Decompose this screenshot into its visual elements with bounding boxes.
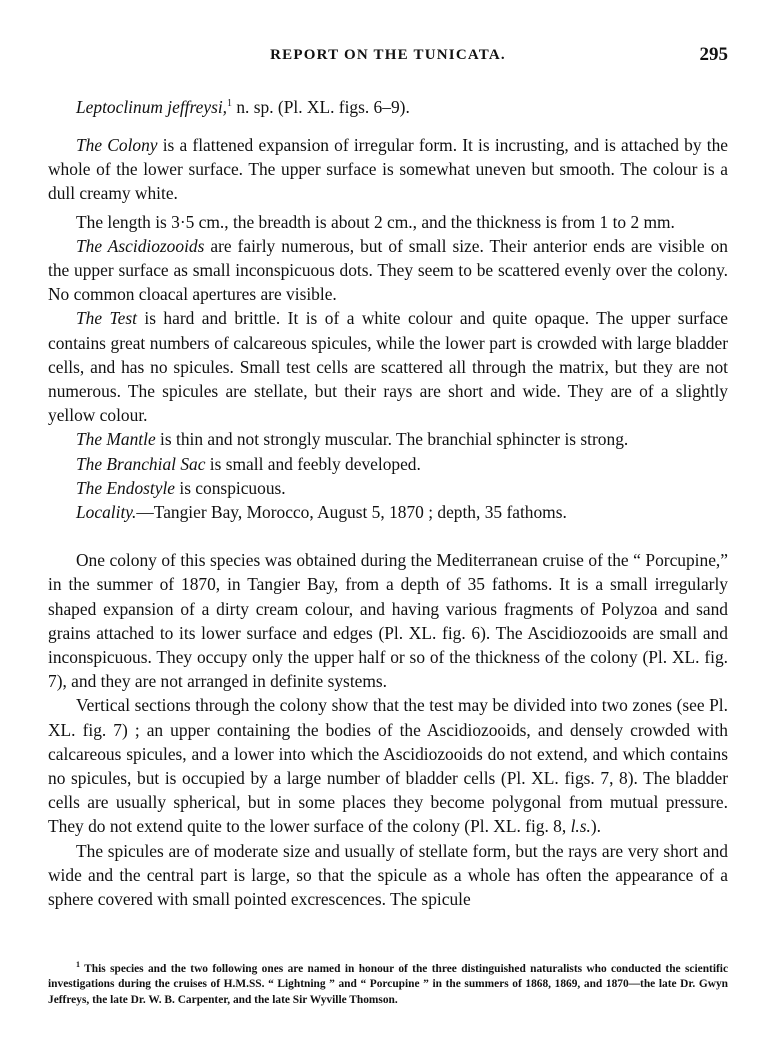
endostyle-text: is conspicuous. [175, 477, 286, 498]
endostyle-paragraph [48, 476, 728, 500]
mantle-label: The Mantle [76, 429, 156, 450]
running-header [48, 44, 728, 70]
discussion-paragraph-3: The spicules are of moderate size and usually of stellate form, but the rays are very short and wide and the central part is large, so that the spicule as a whole has often the appearance of a sphere covered with small pointed excrescences. The spicule [48, 840, 728, 910]
locality-label: Locality. [76, 502, 137, 523]
endostyle-label: The Endostyle [76, 477, 176, 498]
footnote [48, 957, 728, 1009]
ascidiozooids-label: The Ascidiozooids [76, 235, 205, 256]
discussion-p2-end: ). [590, 816, 601, 837]
ascidiozooids-text: are fairly numerous, but of small size. Their anterior ends are visible on the upper surface as small inconspicuous dots. They seem to be scattered evenly over the colony. No common cloacal apertures are visible. [48, 235, 728, 305]
running-title: REPORT ON THE TUNICATA. [270, 47, 506, 63]
discussion-p2-italic: l.s. [570, 816, 591, 837]
discussion-p2-text: Vertical sections through the colony show that the test may be divided into two zones (see Pl. XL. fig. 7) ; an upper containing the bodies of the Ascidiozooids, and densely crowded with calcareous spicules, and a lower into which the Ascidiozooids do not extend, and which contains no spicules, but is occupied by a large number of bladder cells (Pl. XL. figs. 7, 8). The bladder cells are usually spherical, but in some places they become polygonal from mutual pressure. They do not extend quite to the lower surface of the colony (Pl. XL. fig. 8, [48, 695, 728, 837]
page-body [48, 92, 728, 911]
mantle-paragraph [48, 427, 728, 451]
test-paragraph [48, 306, 728, 427]
footnote-text: This species and the two following ones are named in honour of the three distinguished naturalists who conducted the scientific investigations during the cruises of H.M.SS. “ Lightning ” and “ Porcupine ” in the summers of 1868, 1869, and 1870—the late Dr. Gwyn Jeffreys, the late Dr. W. B. Carpenter, and the late Sir Wyville Thomson. [48, 962, 728, 1006]
branchial-sac-text: is small and feebly developed. [205, 453, 421, 474]
species-heading-rest: n. sp. (Pl. XL. figs. 6–9). [232, 96, 410, 117]
branchial-sac-label: The Branchial Sac [76, 453, 206, 474]
locality-text: —Tangier Bay, Morocco, August 5, 1870 ; depth, 35 fathoms. [136, 502, 567, 523]
colony-text: is a flattened expansion of irregular form. It is incrusting, and is attached by the whole of the lower surface. The upper surface is somewhat uneven but smooth. The colour is a dull creamy white. [48, 135, 728, 204]
branchial-sac-paragraph [48, 452, 728, 476]
species-heading [48, 92, 728, 119]
footnote-mark: 1 [76, 960, 80, 969]
footnote-ref: 1 [227, 98, 233, 109]
ascidiozooids-paragraph [48, 234, 728, 307]
discussion-paragraph-2 [48, 693, 728, 838]
dimensions-paragraph: The length is 3·5 cm., the breadth is about 2 cm., and the thickness is from 1 to 2 mm. [76, 211, 675, 232]
species-name: Leptoclinum jeffreysi, [76, 96, 228, 117]
colony-label: The Colony [76, 135, 158, 155]
test-text: is hard and brittle. It is of a white colour and quite opaque. The upper surface contains great numbers of calcareous spicules, while the lower part is crowded with large bladder cells, and has no spicules. Small test cells are scattered all through the matrix, but they are not numerous. The spicules are stellate, but their rays are short and wide. They are of a slightly yellow colour. [48, 308, 729, 426]
discussion-paragraph-1: One colony of this species was obtained during the Mediterranean cruise of the “ Porcupine,” in the summer of 1870, in Tangier Bay, from a depth of 35 fathoms. It is a small irregularly shaped expansion of a dirty cream colour, and having various fragments of Polyzoa and sand grains attached to its lower surface and edges (Pl. XL. fig. 6). The Ascidiozooids are small and inconspicuous. They occupy only the upper half or so of the thickness of the colony (Pl. XL. fig. 7), and they are not arranged in definite systems. [48, 550, 728, 692]
colony-paragraph [48, 133, 728, 206]
test-label: The Test [76, 308, 137, 329]
page-number: 295 [699, 44, 728, 65]
locality-paragraph [48, 500, 728, 524]
mantle-text: is thin and not strongly muscular. The branchial sphincter is strong. [155, 429, 629, 450]
